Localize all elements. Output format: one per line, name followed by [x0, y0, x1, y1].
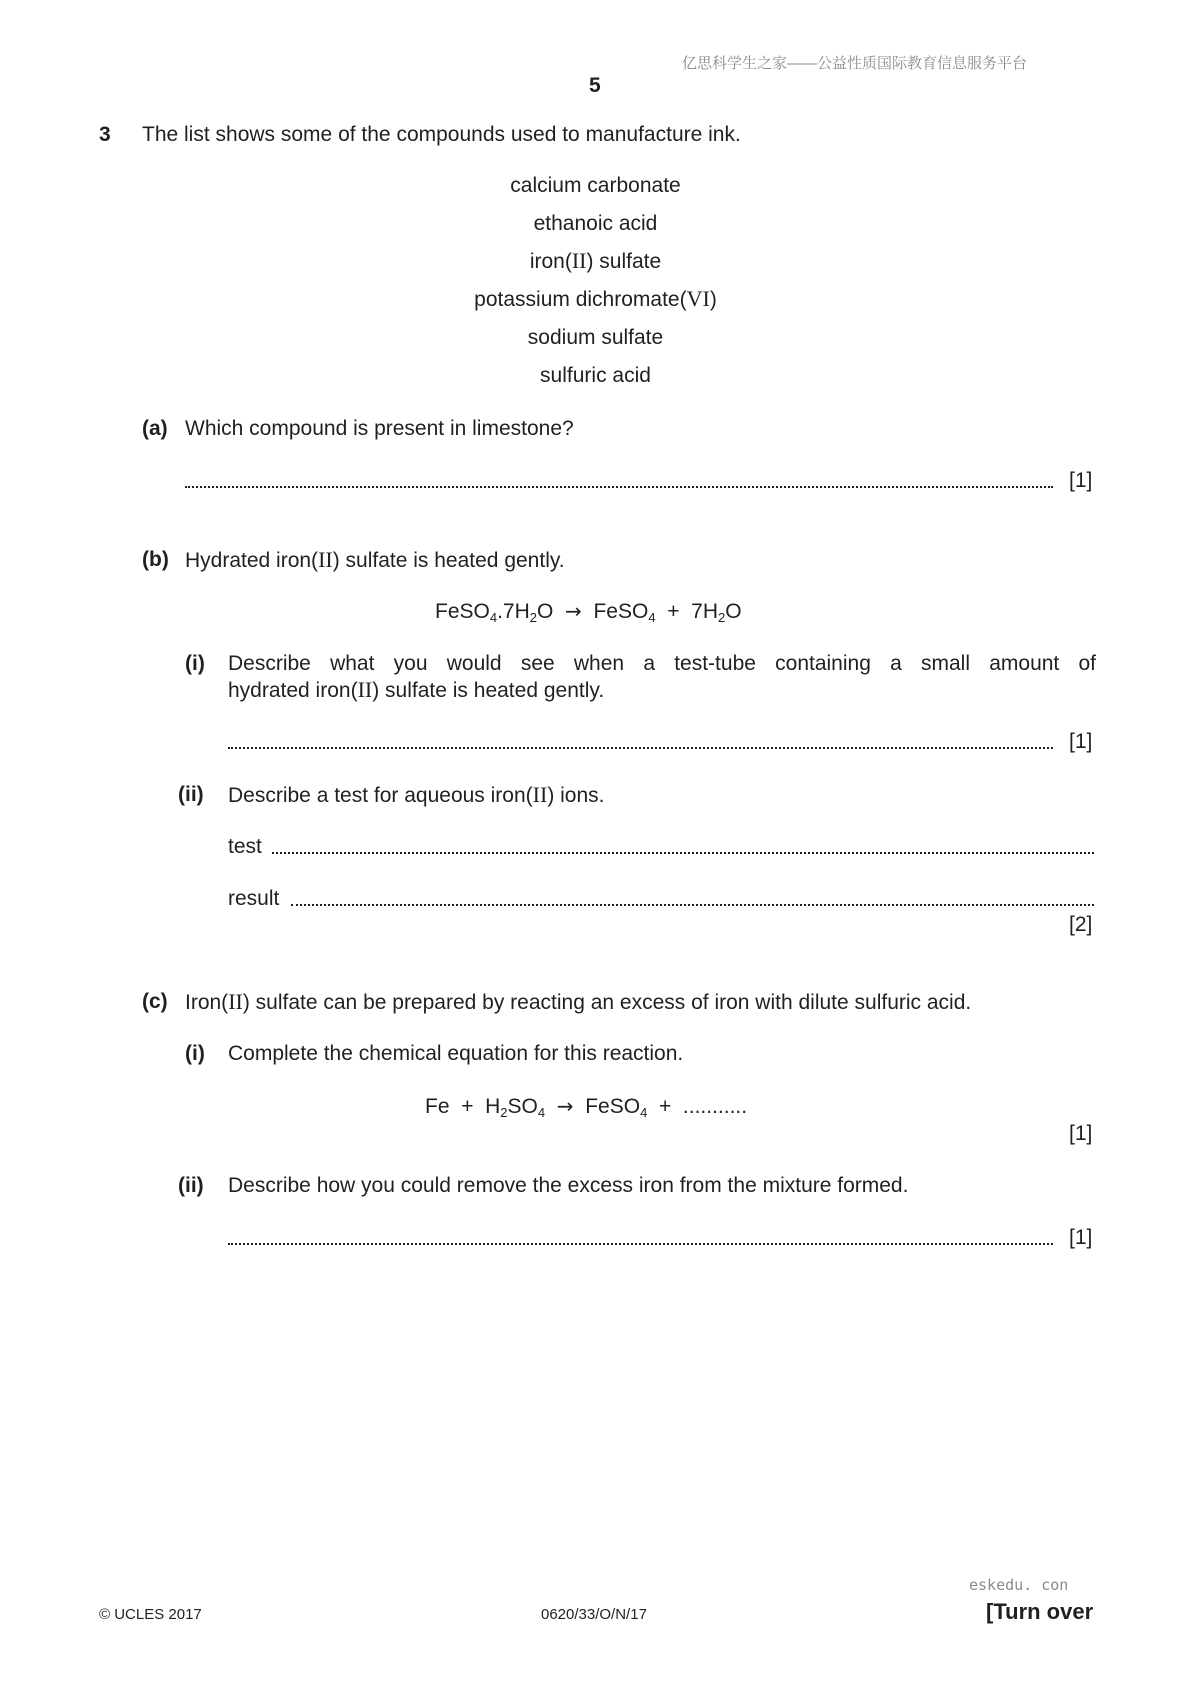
turn-over: [Turn over	[986, 1599, 1094, 1624]
page-number: 5	[589, 74, 601, 97]
test-label: test	[228, 835, 262, 858]
part-b-ii-text: Describe a test for aqueous iron(II) ions.	[228, 782, 605, 807]
part-a-answer-line[interactable]	[185, 486, 1053, 488]
result-label: result	[228, 887, 280, 910]
arrow-icon: →	[556, 1094, 574, 1118]
roman-numeral: II	[532, 782, 548, 807]
part-a-text: Which compound is present in limestone?	[185, 417, 574, 440]
part-c-ii-answer-line[interactable]	[228, 1243, 1053, 1245]
part-b-i-text-line2: hydrated iron(II) sulfate is heated gently.	[228, 677, 605, 702]
part-c-i-label: (i)	[185, 1042, 205, 1065]
part-b-i-mark: [1]	[1069, 730, 1093, 753]
part-c-i-mark: [1]	[1069, 1122, 1093, 1145]
part-b-label: (b)	[142, 548, 169, 571]
part-b-ii-mark: [2]	[1069, 913, 1093, 936]
footer-code: 0620/33/O/N/17	[541, 1606, 647, 1623]
roman-numeral: II	[357, 677, 373, 702]
compound-text: potassium dichromate(	[474, 288, 687, 311]
test-answer-line[interactable]	[272, 852, 1094, 854]
compound-item: ethanoic acid	[533, 212, 658, 235]
header-watermark: 亿思科学生之家——公益性质国际教育信息服务平台	[682, 55, 1028, 72]
roman-numeral: II	[318, 547, 333, 572]
result-answer-line[interactable]	[291, 904, 1094, 906]
question-stem: The list shows some of the compounds used to manufacture ink.	[142, 123, 741, 146]
compound-text: iron(	[529, 250, 572, 273]
compound-item	[0, 250, 1191, 272]
part-b-equation: $FeSO_4.7H_2O$ → FeSO$_4$ + $7H_2O$	[435, 599, 742, 625]
footer-copyright: © UCLES 2017	[99, 1606, 202, 1623]
part-c-i-text: Complete the chemical equation for this reaction.	[228, 1042, 684, 1065]
compound-item: calcium carbonate	[510, 174, 681, 197]
question-number: 3	[99, 123, 111, 146]
compound-item: sodium sulfate	[527, 326, 664, 349]
compound-text: )	[709, 288, 717, 311]
part-b-i-label: (i)	[185, 652, 205, 675]
part-b-text: Hydrated iron(II) sulfate is heated gently.	[185, 547, 565, 572]
part-c-ii-label: (ii)	[178, 1174, 204, 1197]
roman-numeral: II	[228, 989, 243, 1014]
compound-text: ) sulfate	[586, 250, 662, 273]
roman-numeral: VI	[686, 286, 710, 311]
part-c-equation: $Fe + H_2SO_4$ → FeSO$_4$ + ...........	[425, 1094, 748, 1120]
roman-numeral: II	[571, 248, 587, 273]
part-c-label: (c)	[142, 990, 168, 1013]
part-b-i-answer-line[interactable]	[228, 747, 1053, 749]
equation-blank[interactable]: ...........	[682, 1095, 748, 1118]
part-a-mark: [1]	[1069, 469, 1093, 492]
part-c-ii-text: Describe how you could remove the excess iron from the mixture formed.	[228, 1174, 909, 1197]
part-b-ii-label: (ii)	[178, 783, 204, 806]
part-a-label: (a)	[142, 417, 168, 440]
footer-site: eskedu. con	[969, 1576, 1069, 1594]
compound-item	[0, 288, 1191, 310]
arrow-icon: →	[565, 599, 582, 623]
part-b-i-text-line1: Describe what you would see when a test-tube containing a small amount of	[228, 652, 1096, 675]
part-c-ii-mark: [1]	[1069, 1226, 1093, 1249]
compound-item: sulfuric acid	[540, 364, 651, 387]
part-c-text: Iron(II) sulfate can be prepared by reacting an excess of iron with dilute sulfuric acid.	[185, 989, 972, 1014]
